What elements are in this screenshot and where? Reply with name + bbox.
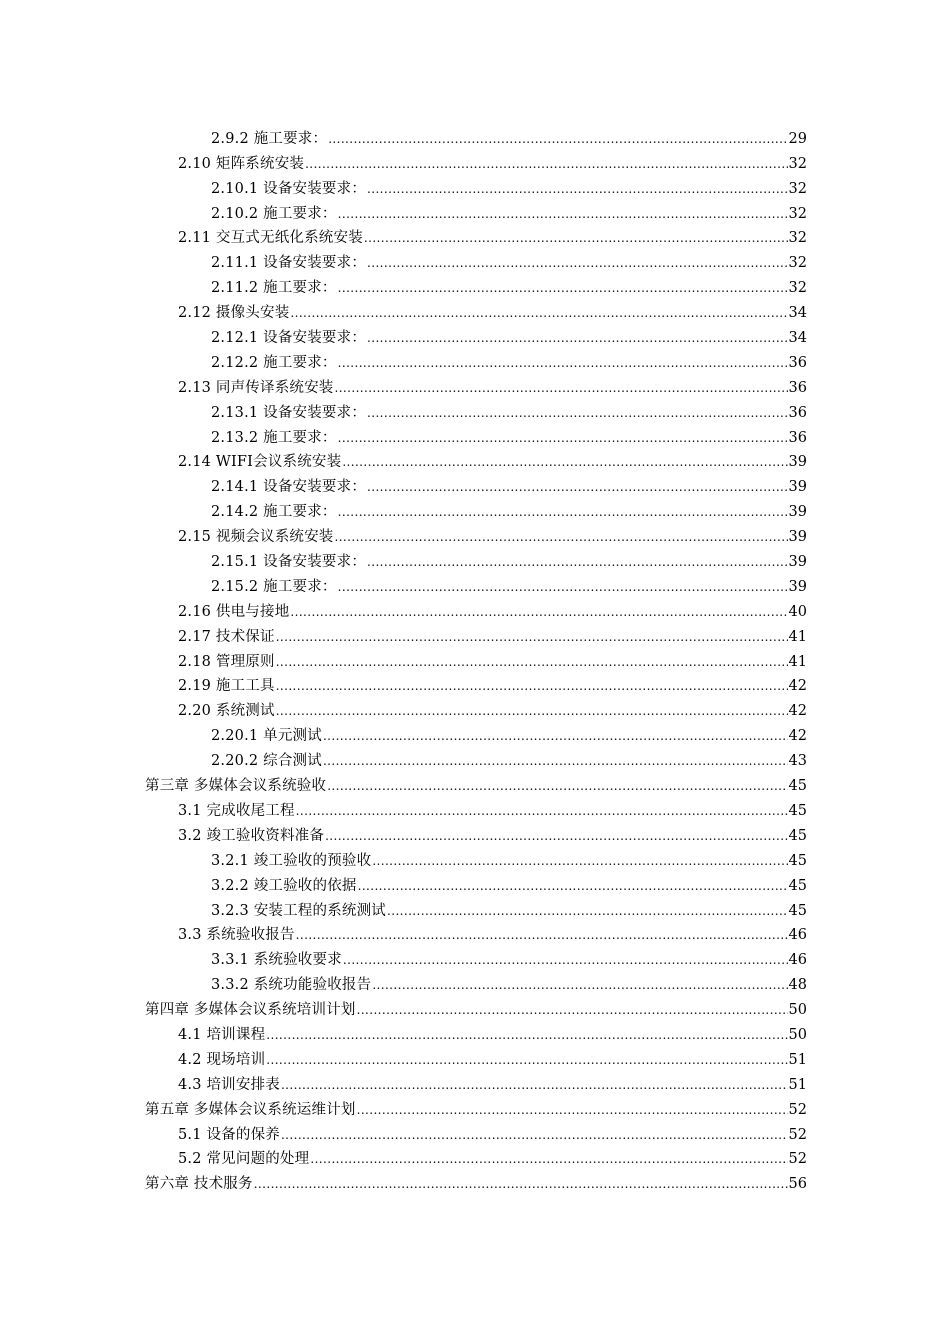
toc-entry[interactable] <box>145 174 807 199</box>
toc-entry-title: 4.2 现场培训 <box>178 1051 266 1068</box>
toc-entry-title: 2.15.1 设备安装要求： <box>211 554 367 571</box>
toc-dot-leader <box>290 303 787 323</box>
toc-entry-page-number: 48 <box>788 977 807 994</box>
toc-entry[interactable] <box>145 821 807 846</box>
toc-entry-page-number: 52 <box>788 1126 807 1143</box>
toc-entry-title: 2.16 供电与接地 <box>178 603 290 620</box>
toc-dot-leader <box>372 975 787 995</box>
toc-entry[interactable] <box>145 871 807 896</box>
toc-dot-leader <box>367 328 788 348</box>
toc-entry-page-number: 32 <box>788 180 807 197</box>
toc-entry-page-number: 42 <box>788 728 807 745</box>
toc-entry-title: 2.15 视频会议系统安装 <box>178 529 334 546</box>
toc-entry[interactable] <box>145 622 807 647</box>
toc-entry-title: 第三章 多媒体会议系统验收 <box>145 778 327 795</box>
toc-dot-leader <box>281 1125 788 1145</box>
toc-entry-title: 3.2.3 安装工程的系统测试 <box>211 902 387 919</box>
toc-entry[interactable] <box>145 647 807 672</box>
toc-dot-leader <box>266 1025 787 1045</box>
toc-entry-page-number: 32 <box>788 230 807 247</box>
toc-dot-leader <box>335 527 788 547</box>
toc-entry[interactable] <box>145 273 807 298</box>
toc-entry[interactable] <box>145 497 807 522</box>
toc-entry-title: 2.14.2 施工要求： <box>211 504 337 521</box>
toc-entry-page-number: 32 <box>788 255 807 272</box>
toc-entry-page-number: 32 <box>788 280 807 297</box>
toc-entry-page-number: 45 <box>788 778 807 795</box>
toc-entry-title: 第六章 技术服务 <box>145 1176 253 1193</box>
toc-entry-title: 2.20.2 综合测试 <box>211 753 322 770</box>
toc-entry-title: 2.13.1 设备安装要求： <box>211 404 367 421</box>
toc-dot-leader <box>310 1149 787 1169</box>
toc-entry-page-number: 50 <box>788 1026 807 1043</box>
toc-entry-title: 2.12.1 设备安装要求： <box>211 330 367 347</box>
toc-entry-title: 2.11.2 施工要求： <box>211 280 337 297</box>
toc-entry-title: 2.19 施工工具 <box>178 678 275 695</box>
toc-dot-leader <box>364 228 788 248</box>
toc-dot-leader <box>296 925 788 945</box>
toc-entry-page-number: 39 <box>788 454 807 471</box>
toc-entry-title: 3.2.2 竣工验收的依据 <box>211 877 357 894</box>
toc-entry-page-number: 52 <box>788 1101 807 1118</box>
toc-dot-leader <box>335 378 788 398</box>
toc-entry-page-number: 43 <box>788 753 807 770</box>
toc-entry-title: 2.10.1 设备安装要求： <box>211 180 367 197</box>
toc-entry[interactable] <box>145 1070 807 1095</box>
toc-entry-title: 5.2 常见问题的处理 <box>178 1151 310 1168</box>
toc-entry[interactable] <box>145 124 807 149</box>
toc-entry-page-number: 36 <box>788 429 807 446</box>
toc-entry-title: 2.10 矩阵系统安装 <box>178 155 305 172</box>
toc-entry-page-number: 45 <box>788 852 807 869</box>
toc-entry[interactable] <box>145 323 807 348</box>
toc-entry-title: 2.12 摄像头安装 <box>178 305 290 322</box>
toc-dot-leader <box>338 353 788 373</box>
toc-dot-leader <box>276 652 788 672</box>
toc-entry-title: 2.13.2 施工要求： <box>211 429 337 446</box>
toc-entry[interactable] <box>145 921 807 946</box>
toc-entry[interactable] <box>145 373 807 398</box>
toc-entry-title: 2.18 管理原则 <box>178 653 275 670</box>
toc-entry-page-number: 36 <box>788 354 807 371</box>
toc-dot-leader <box>367 179 788 199</box>
toc-entry-title: 2.17 技术保证 <box>178 628 275 645</box>
toc-dot-leader <box>358 876 788 896</box>
toc-entry-page-number: 32 <box>788 155 807 172</box>
toc-entry-title: 3.3 系统验收报告 <box>178 927 295 944</box>
toc-dot-leader <box>296 801 788 821</box>
toc-entry-title: 2.15.2 施工要求： <box>211 578 337 595</box>
toc-dot-leader <box>276 627 788 647</box>
toc-entry[interactable] <box>145 721 807 746</box>
table-of-contents <box>145 124 807 1194</box>
toc-dot-leader <box>323 726 788 746</box>
toc-entry-title: 3.2 竣工验收资料准备 <box>178 827 325 844</box>
toc-entry-page-number: 39 <box>788 529 807 546</box>
toc-entry[interactable] <box>145 1045 807 1070</box>
toc-entry[interactable] <box>145 696 807 721</box>
toc-entry[interactable] <box>145 522 807 547</box>
toc-entry-page-number: 51 <box>788 1051 807 1068</box>
toc-entry-title: 2.11 交互式无纸化系统安装 <box>178 230 363 247</box>
toc-dot-leader <box>357 1000 788 1020</box>
toc-entry-page-number: 45 <box>788 902 807 919</box>
toc-entry[interactable] <box>145 1095 807 1120</box>
toc-entry-title: 2.13 同声传译系统安装 <box>178 379 334 396</box>
toc-entry-page-number: 39 <box>788 578 807 595</box>
toc-entry-page-number: 42 <box>788 678 807 695</box>
toc-entry-title: 3.1 完成收尾工程 <box>178 802 295 819</box>
toc-entry[interactable] <box>145 572 807 597</box>
toc-dot-leader <box>357 1100 788 1120</box>
toc-entry[interactable] <box>145 746 807 771</box>
toc-dot-leader <box>276 676 788 696</box>
toc-entry-title: 2.20.1 单元测试 <box>211 728 322 745</box>
toc-dot-leader <box>367 253 788 273</box>
toc-entry-page-number: 45 <box>788 827 807 844</box>
toc-entry[interactable] <box>145 796 807 821</box>
toc-entry[interactable] <box>145 1120 807 1145</box>
toc-dot-leader <box>338 577 788 597</box>
toc-entry[interactable] <box>145 224 807 249</box>
toc-dot-leader <box>328 129 787 149</box>
toc-entry[interactable] <box>145 672 807 697</box>
toc-entry-page-number: 42 <box>788 703 807 720</box>
toc-entry[interactable] <box>145 970 807 995</box>
toc-dot-leader <box>305 154 787 174</box>
toc-entry[interactable] <box>145 472 807 497</box>
toc-entry-title: 2.12.2 施工要求： <box>211 354 337 371</box>
toc-entry-title: 3.3.1 系统验收要求 <box>211 952 342 969</box>
toc-entry-page-number: 36 <box>788 379 807 396</box>
toc-entry-page-number: 29 <box>788 130 807 147</box>
toc-entry[interactable] <box>145 896 807 921</box>
toc-entry[interactable] <box>145 298 807 323</box>
toc-entry-title: 第五章 多媒体会议系统运维计划 <box>145 1101 356 1118</box>
toc-entry[interactable] <box>145 199 807 224</box>
toc-entry-page-number: 34 <box>788 305 807 322</box>
toc-dot-leader <box>276 701 788 721</box>
toc-dot-leader <box>338 502 788 522</box>
toc-dot-leader <box>367 477 788 497</box>
toc-entry-title: 3.3.2 系统功能验收报告 <box>211 977 372 994</box>
toc-dot-leader <box>281 1075 788 1095</box>
toc-entry[interactable] <box>145 398 807 423</box>
toc-entry[interactable] <box>145 1145 807 1170</box>
toc-entry[interactable] <box>145 423 807 448</box>
toc-entry-title: 2.10.2 施工要求： <box>211 205 337 222</box>
toc-entry-page-number: 34 <box>788 330 807 347</box>
toc-dot-leader <box>367 552 788 572</box>
toc-entry[interactable] <box>145 348 807 373</box>
toc-dot-leader <box>327 776 787 796</box>
toc-entry[interactable] <box>145 597 807 622</box>
toc-entry-page-number: 45 <box>788 802 807 819</box>
toc-dot-leader <box>323 751 788 771</box>
toc-dot-leader <box>343 950 788 970</box>
toc-entry-title: 第四章 多媒体会议系统培训计划 <box>145 1002 356 1019</box>
toc-dot-leader <box>290 602 787 622</box>
toc-dot-leader <box>342 452 787 472</box>
toc-entry-page-number: 45 <box>788 877 807 894</box>
toc-dot-leader <box>338 278 788 298</box>
toc-entry-title: 2.11.1 设备安装要求： <box>211 255 367 272</box>
toc-entry-title: 2.9.2 施工要求： <box>211 130 328 147</box>
toc-dot-leader <box>325 826 787 846</box>
toc-entry-title: 4.3 培训安排表 <box>178 1076 280 1093</box>
toc-entry-page-number: 52 <box>788 1151 807 1168</box>
toc-entry[interactable] <box>145 149 807 174</box>
toc-entry-title: 2.20 系统测试 <box>178 703 275 720</box>
toc-dot-leader <box>254 1174 788 1194</box>
toc-dot-leader <box>367 403 788 423</box>
toc-entry-title: 3.2.1 竣工验收的预验收 <box>211 852 372 869</box>
toc-dot-leader <box>338 428 788 448</box>
toc-entry-title: 2.14 WIFI会议系统安装 <box>178 454 342 471</box>
toc-entry-page-number: 36 <box>788 404 807 421</box>
toc-entry-page-number: 56 <box>788 1176 807 1193</box>
toc-entry-page-number: 46 <box>788 952 807 969</box>
toc-entry-page-number: 41 <box>788 653 807 670</box>
toc-entry-page-number: 40 <box>788 603 807 620</box>
toc-dot-leader <box>372 851 787 871</box>
toc-entry[interactable] <box>145 448 807 473</box>
toc-entry[interactable] <box>145 846 807 871</box>
toc-entry[interactable] <box>145 547 807 572</box>
toc-entry-page-number: 51 <box>788 1076 807 1093</box>
toc-entry-title: 5.1 设备的保养 <box>178 1126 280 1143</box>
toc-entry-page-number: 32 <box>788 205 807 222</box>
toc-entry-page-number: 39 <box>788 504 807 521</box>
toc-dot-leader <box>338 204 788 224</box>
toc-dot-leader <box>387 901 788 921</box>
toc-entry-page-number: 39 <box>788 479 807 496</box>
toc-entry-title: 4.1 培训课程 <box>178 1026 266 1043</box>
toc-entry-page-number: 46 <box>788 927 807 944</box>
toc-entry[interactable] <box>145 248 807 273</box>
toc-entry-page-number: 41 <box>788 628 807 645</box>
toc-entry-title: 2.14.1 设备安装要求： <box>211 479 367 496</box>
toc-entry[interactable] <box>145 1169 807 1194</box>
toc-entry[interactable] <box>145 945 807 970</box>
toc-entry[interactable] <box>145 1020 807 1045</box>
toc-dot-leader <box>266 1050 787 1070</box>
toc-entry[interactable] <box>145 995 807 1020</box>
toc-entry-page-number: 39 <box>788 554 807 571</box>
toc-entry[interactable] <box>145 771 807 796</box>
toc-entry-page-number: 50 <box>788 1002 807 1019</box>
